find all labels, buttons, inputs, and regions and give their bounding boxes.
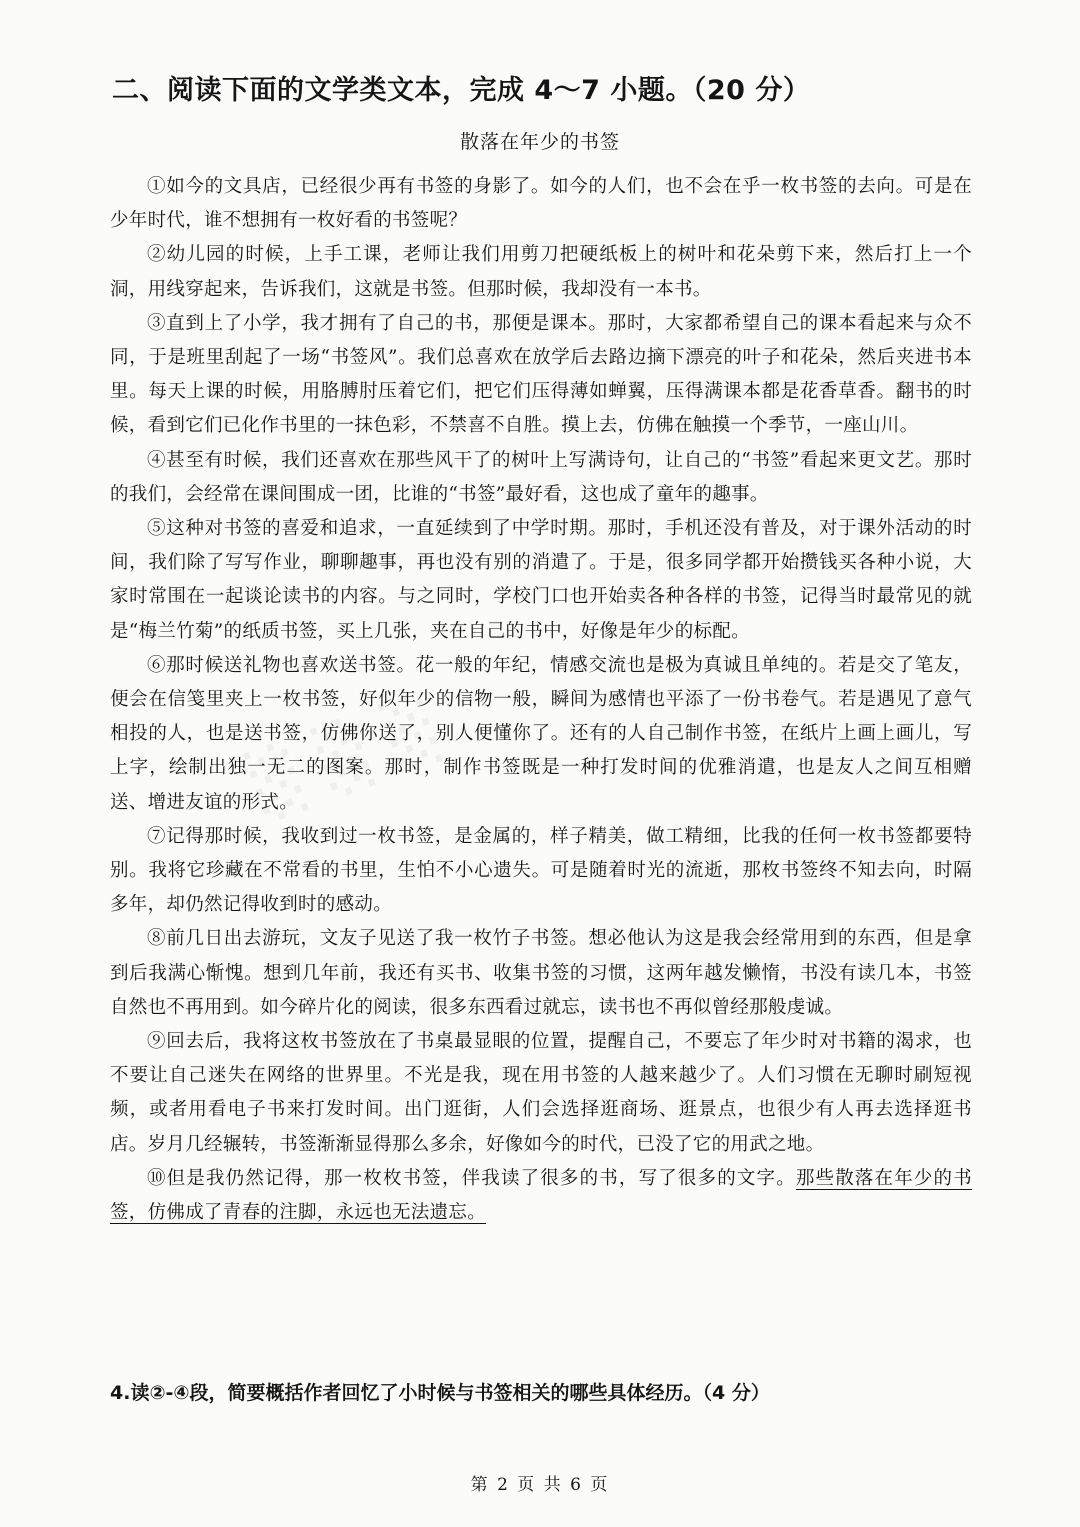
page-footer: 第 2 页 共 6 页 [470,1475,610,1495]
article-title: 散落在年少的书签 [459,131,620,153]
paragraph-10 [110,1162,972,1230]
article-body [110,170,972,1230]
paragraph-4: ④甚至有时候，我们还喜欢在那些风干了的树叶上写满诗句，让自己的“书签”看起来更文艺。那时的我们，会经常在课间围成一团，比谁的“书签”最好看，这也成了童年的趣事。 [110,449,972,505]
paragraph-8: ⑧前几日出去游玩，文友子见送了我一枚竹子书签。想必他认为这是我会经常用到的东西，但是拿到后我满心惭愧。想到几年前，我还有买书、收集书签的习惯，这两年越发懒惰，书没有读几本，书签自然也不再用到。如今碎片化的阅读，很多东西看过就忘，读书也不再似曾经那般虔诚。 [110,928,972,1018]
underlined-sentence: 那些散落在年少的书签，仿佛成了青春的注脚，永远也无法遗忘。 [110,1167,972,1224]
paragraph-10-text: ⑩但是我仍然记得，那一枚枚书签，伴我读了很多的书，写了很多的文字。 [147,1167,796,1189]
watermark: ░ ░ ░ [243,689,450,825]
section-heading: 二、阅读下面的文学类文本，完成 4～7 小题。（20 分） [112,75,811,106]
paragraph-7: ⑦记得那时候，我收到过一枚书签，是金属的，样子精美，做工精细，比我的任何一枚书签都要特别。我将它珍藏在不常看的书里，生怕不小心遗失。可是随着时光的流逝，那枚书签终不知去向，时隔多年，却仍然记得收到时的感动。 [110,825,972,916]
paragraph-9: ⑨回去后，我将这枚书签放在了书桌最显眼的位置，提醒自己，不要忘了年少时对书籍的渴求，也不要让自己迷失在网络的世界里。不光是我，现在用书签的人越来越少了。人们习惯在无聊时刷短视频，或者用看电子书来打发时间。出门逛街，人们会选择逛商场、逛景点，也很少有人再去选择逛书店。岁月几经辗转，书签渐渐显得那么多余，好像如今的时代，已没了它的用武之地。 [110,1031,972,1155]
paragraph-3: ③直到上了小学，我才拥有了自己的书，那便是课本。那时，大家都希望自己的课本看起来与众不同，于是班里刮起了一场“书签风”。我们总喜欢在放学后去路边摘下漂亮的叶子和花朵，然后夹进书本里。每天上课的时候，用胳膊肘压着它们，把它们压得薄如蝉翼，压得满课本都是花香草香。翻书的时候，看到它们已化作书里的一抹色彩，不禁喜不自胜。摸上去，仿佛在触摸一个季节，一座山川。 [110,312,972,437]
question-4: 4.读②-④段，简要概括作者回忆了小时候与书签相关的哪些具体经历。（4 分） [110,1382,770,1404]
paragraph-2: ②幼儿园的时候，上手工课，老师让我们用剪刀把硬纸板上的树叶和花朵剪下来，然后打上一个洞，用线穿起来，告诉我们，这就是书签。但那时候，我却没有一本书。 [110,244,972,300]
paragraph-1: ①如今的文具店，已经很少再有书签的身影了。如今的人们，也不会在乎一枚书签的去向。可是在少年时代，谁不想拥有一枚好看的书签呢？ [110,176,972,232]
paragraph-5: ⑤这种对书签的喜爱和追求，一直延续到了中学时期。那时，手机还没有普及，对于课外活动的时间，我们除了写写作业，聊聊趣事，再也没有别的消遣了。于是，很多同学都开始攒钱买各种小说，大家时常围在一起谈论读书的内容。与之同时，学校门口也开始卖各种各样的书签，记得当时最常见的就是“梅兰竹菊”的纸质书签，买上几张，夹在自己的书中，好像是年少的标配。 [110,518,972,642]
paragraph-6: ⑥那时候送礼物也喜欢送书签。花一般的年纪，情感交流也是极为真诚且单纯的。若是交了笔友，便会在信笺里夹上一枚书签，好似年少的信物一般，瞬间为感情也平添了一份书卷气。若是遇见了意气相投的人，也是送书签，仿佛你送了，别人便懂你了。还有的人自己制作书签，在纸片上画上画儿，写上字，绘制出独一无二的图案。那时，制作书签既是一种打发时间的优雅消遣，也是友人之间互相赠送、增进友谊的形式。 [110,654,972,813]
